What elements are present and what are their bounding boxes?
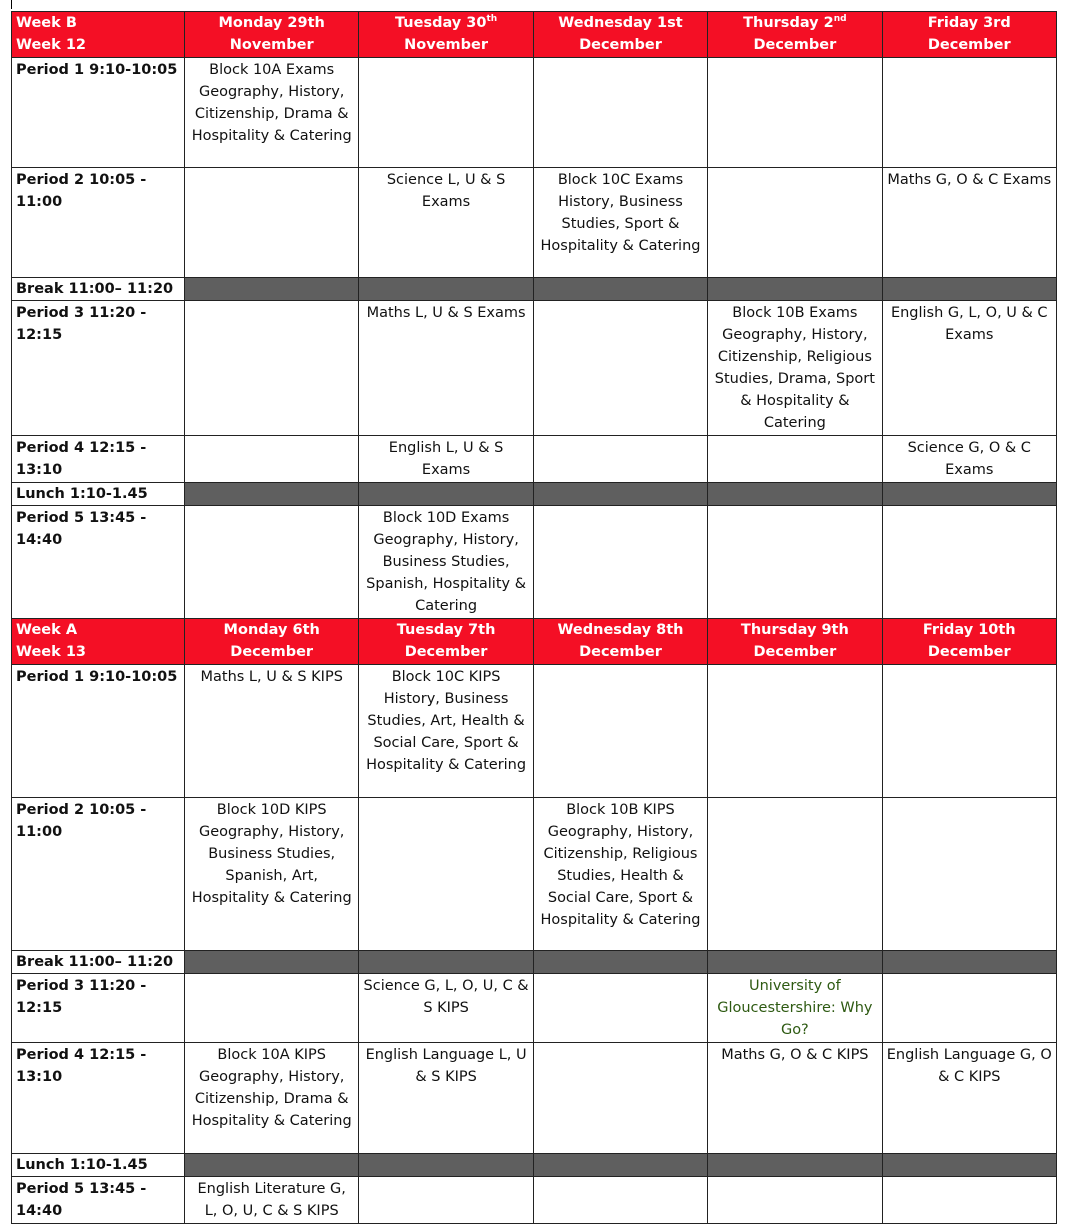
timetable-cell: [185, 301, 359, 436]
timetable-cell: Science L, U & S Exams: [359, 168, 533, 278]
timetable-cell: Maths G, O & C KIPS: [708, 1043, 882, 1154]
timetable-cell: Block 10A KIPS Geography, History, Citizenship, Drama & Hospitality & Catering: [185, 1043, 359, 1154]
timetable-cell: [533, 1177, 707, 1224]
timetable-cell: [185, 506, 359, 619]
period-label: Period 4 12:15 - 13:10: [12, 1043, 185, 1154]
timetable-cell: [533, 1043, 707, 1154]
timetable-cell: Science G, O & C Exams: [882, 436, 1056, 483]
timetable-cell: Science G, L, O, U, C & S KIPS: [359, 974, 533, 1043]
period-label: Period 2 10:05 - 11:00: [12, 798, 185, 951]
timetable-cell: Block 10C Exams History, Business Studies, Sport & Hospitality & Catering: [533, 168, 707, 278]
gap-cell: [708, 951, 882, 974]
break-label: Break 11:00– 11:20: [12, 951, 185, 974]
timetable-cell: Block 10D KIPS Geography, History, Business Studies, Spanish, Art, Hospitality & Catering: [185, 798, 359, 951]
period-label: Period 3 11:20 - 12:15: [12, 301, 185, 436]
day-header: Monday 6th December: [185, 619, 359, 665]
timetable-cell: [533, 436, 707, 483]
gap-cell: [185, 278, 359, 301]
timetable-cell: [708, 1177, 882, 1224]
timetable-cell: Block 10B Exams Geography, History, Citizenship, Religious Studies, Drama, Sport & Hospitality & Catering: [708, 301, 882, 436]
table-row: [12, 436, 1057, 483]
period-label: Period 5 13:45 - 14:40: [12, 506, 185, 619]
day-header: Monday 29th November: [185, 12, 359, 58]
week-b-label: Week B Week 12: [12, 12, 185, 58]
timetable-cell: [533, 301, 707, 436]
day-header: Wednesday 8th December: [533, 619, 707, 665]
timetable-cell: [882, 798, 1056, 951]
table-row: [12, 506, 1057, 619]
timetable-cell: [882, 1177, 1056, 1224]
gap-cell: [533, 483, 707, 506]
gap-cell: [359, 483, 533, 506]
timetable-cell: English Language G, O & C KIPS: [882, 1043, 1056, 1154]
lunch-row: [12, 1154, 1057, 1177]
lunch-row: [12, 483, 1057, 506]
gap-cell: [185, 1154, 359, 1177]
timetable-cell: [533, 665, 707, 798]
timetable-cell: [708, 665, 882, 798]
break-label: Break 11:00– 11:20: [12, 278, 185, 301]
gap-cell: [359, 278, 533, 301]
day-header: Friday 3rd December: [882, 12, 1056, 58]
gap-cell: [882, 951, 1056, 974]
timetable-cell: English Literature G, L, O, U, C & S KIPS: [185, 1177, 359, 1224]
university-event-cell: University of Gloucestershire: Why Go?: [708, 974, 882, 1043]
timetable-cell: Maths L, U & S KIPS: [185, 665, 359, 798]
day-header: Friday 10th December: [882, 619, 1056, 665]
timetable-cell: [708, 58, 882, 168]
gap-cell: [359, 1154, 533, 1177]
timetable-cell: [359, 1177, 533, 1224]
break-row: [12, 278, 1057, 301]
timetable-cell: English Language L, U & S KIPS: [359, 1043, 533, 1154]
day-header: Thursday 2nd December: [708, 12, 882, 58]
gap-cell: [708, 1154, 882, 1177]
timetable-cell: [533, 974, 707, 1043]
timetable-cell: [882, 506, 1056, 619]
timetable-cell: Block 10D Exams Geography, History, Business Studies, Spanish, Hospitality & Catering: [359, 506, 533, 619]
gap-cell: [882, 278, 1056, 301]
timetable-cell: [185, 974, 359, 1043]
timetable-cell: [359, 798, 533, 951]
timetable-cell: [882, 974, 1056, 1043]
timetable-cell: English G, L, O, U & C Exams: [882, 301, 1056, 436]
timetable-cell: [359, 58, 533, 168]
gap-cell: [359, 951, 533, 974]
timetable-cell: Maths L, U & S Exams: [359, 301, 533, 436]
table-row: [12, 58, 1057, 168]
timetable-cell: Block 10C KIPS History, Business Studies, Art, Health & Social Care, Sport & Hospitality & Catering: [359, 665, 533, 798]
table-row: [12, 1043, 1057, 1154]
gap-cell: [533, 1154, 707, 1177]
period-label: Period 2 10:05 - 11:00: [12, 168, 185, 278]
gap-cell: [533, 951, 707, 974]
lunch-label: Lunch 1:10-1.45: [12, 483, 185, 506]
break-row: [12, 951, 1057, 974]
table-row: [12, 798, 1057, 951]
timetable-cell: [708, 506, 882, 619]
gap-cell: [185, 483, 359, 506]
gap-cell: [708, 278, 882, 301]
timetable-cell: [185, 168, 359, 278]
table-row: [12, 665, 1057, 798]
timetable-cell: [882, 58, 1056, 168]
week-a-label: Week A Week 13: [12, 619, 185, 665]
day-header: Tuesday 30th November: [359, 12, 533, 58]
period-label: Period 4 12:15 - 13:10: [12, 436, 185, 483]
period-label: Period 1 9:10-10:05: [12, 58, 185, 168]
timetable-cell: Block 10A Exams Geography, History, Citizenship, Drama & Hospitality & Catering: [185, 58, 359, 168]
week-b-header-row: [12, 12, 1057, 58]
table-row: [12, 168, 1057, 278]
timetable-cell: [708, 798, 882, 951]
text-cursor: [11, 0, 12, 9]
day-header: Wednesday 1st December: [533, 12, 707, 58]
table-row: [12, 974, 1057, 1043]
timetable-cell: [185, 436, 359, 483]
day-header: Tuesday 7th December: [359, 619, 533, 665]
gap-cell: [882, 1154, 1056, 1177]
timetable-cell: English L, U & S Exams: [359, 436, 533, 483]
exam-timetable: [11, 11, 1057, 1224]
timetable-cell: [533, 506, 707, 619]
lunch-label: Lunch 1:10-1.45: [12, 1154, 185, 1177]
gap-cell: [533, 278, 707, 301]
period-label: Period 5 13:45 - 14:40: [12, 1177, 185, 1224]
gap-cell: [882, 483, 1056, 506]
week-a-header-row: [12, 619, 1057, 665]
gap-cell: [185, 951, 359, 974]
timetable-cell: Maths G, O & C Exams: [882, 168, 1056, 278]
timetable-cell: [708, 436, 882, 483]
timetable-cell: Block 10B KIPS Geography, History, Citizenship, Religious Studies, Health & Social Care, Sport & Hospitality & Catering: [533, 798, 707, 951]
table-row: [12, 301, 1057, 436]
table-row: [12, 1177, 1057, 1224]
timetable-cell: [533, 58, 707, 168]
timetable-cell: [708, 168, 882, 278]
timetable-cell: [882, 665, 1056, 798]
period-label: Period 3 11:20 - 12:15: [12, 974, 185, 1043]
gap-cell: [708, 483, 882, 506]
period-label: Period 1 9:10-10:05: [12, 665, 185, 798]
day-header: Thursday 9th December: [708, 619, 882, 665]
